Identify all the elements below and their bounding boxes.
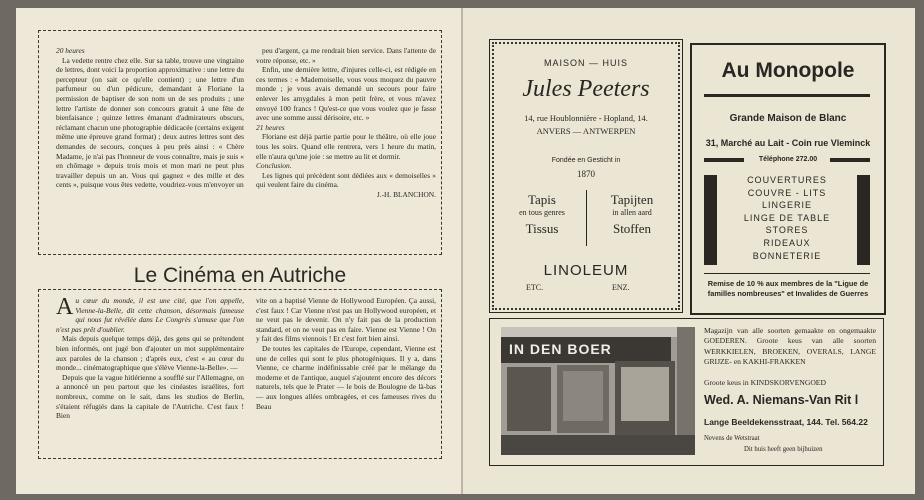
- ad-product-list: COUVERTURES COUVRE - LITS LINGERIE LINGE DE TABLE STORES RIDEAUX BONNETERIE: [743, 175, 831, 261]
- paragraph: Floriane est déjà partie partie pour le théâtre, où elle joue tous les soirs. Quand elle rentrera, vers 1 heure du matin, elle n'aura qu'une joie : se mettre au lit et dormir.: [256, 132, 436, 161]
- ad-company-name: Wed. A. Niemans-Van Rit l: [704, 393, 859, 407]
- ad-side-bar-left: [704, 175, 717, 265]
- paragraph: u cœur du monde, il est une cité, que l'on appelle, Vienne-la-Belle, dit cette chanson, désormais fameuse qui nous fut révélée dans Le Congrès s'amuse que l'on n'est pas prêt d'oublier.: [56, 296, 244, 334]
- ad-address: Lange Beeldekensstraat, 144. Tel. 564.22: [704, 417, 868, 427]
- ad-rule: [704, 94, 870, 97]
- paragraph: Les lignes qui précèdent sont dédiées aux « demoiselles » qui veulent faire du cinéma.: [256, 170, 436, 190]
- ad-linoleum: LINOLEUM: [543, 262, 629, 279]
- ad-description: Magazijn van alle soorten gemaakte en ongemaakte GOEDEREN. Groote keus van alle soorten WERKKIELEN, BROEKEN, OVERALS, LANGE GRIJZE- en KAKHI-FRAKKEN: [704, 326, 876, 367]
- shop-sign: IN DEN BOER: [509, 341, 612, 357]
- ad-footnote-1: Nevens de Wetstraat: [704, 435, 760, 442]
- ad-rule: [830, 158, 870, 162]
- article-column-1: [56, 296, 244, 421]
- ad-enz: ENZ.: [612, 283, 630, 292]
- article-title: Le Cinéma en Autriche: [133, 264, 347, 287]
- ad-etc: ETC.: [526, 283, 544, 292]
- ad-founded: Fondée en Gesticht in: [551, 157, 621, 164]
- ad-header: MAISON — HUIS: [543, 58, 628, 68]
- time-heading-20h: 20 heures: [56, 46, 85, 55]
- ad-company-name: Au Monopole: [721, 59, 855, 82]
- ad-remise: Remise de 10 % aux membres de la "Ligue de familles nombreuses" et Invalides de Guerres: [707, 279, 869, 298]
- ad-year: 1870: [577, 169, 595, 179]
- ad-address: 14, rue Houblonnière - Hopland, 14.: [524, 113, 648, 123]
- ad-au-monopole: [690, 43, 886, 315]
- ad-subtitle: Grande Maison de Blanc: [729, 113, 847, 124]
- ad-jules-peeters: [489, 39, 683, 313]
- ad-footnote-2: Dit huis heeft geen bijhuizen: [744, 446, 823, 453]
- author-signature: J.-H. BLANCHON.: [376, 189, 436, 199]
- ad-description-2: Groote keus in KINDSKORVENGOED: [704, 378, 826, 387]
- paragraph: vite on a baptisé Vienne de Hollywood Européen. Ça aussi, c'est faux ! Car Vienne n'est pas un Hollywood européen, et ne veut pas le devenir. On n'y fait pas de la production standard, et on ne veut pas en faire. Vienne est Vienne ! On y fait des films viennois ! Et c'est fort bien ainsi.: [256, 296, 436, 344]
- ad-french-column: Tapis en tous genres Tissus: [519, 192, 565, 236]
- paragraph: Mais depuis quelque temps déjà, des gens qui se prétendent bien informés, ont jugé bon d'ajouter un mot supplémentaire aux paroles de la chanson ; d'après eux, c'est « au cœur du monde... cinématographique que s'élève Vienne-la-Belle». —: [56, 334, 244, 373]
- time-heading-21h: 21 heures: [256, 122, 285, 132]
- ad-phone: Téléphone 272.00: [758, 156, 818, 163]
- ad-address: 31, Marché au Lait - Coin rue Vleminck: [705, 138, 871, 148]
- ad-dutch-column: Tapijten in allen aard Stoffen: [610, 192, 654, 236]
- paragraph: De toutes les capitales de l'Europe, cependant, Vienne est une de celles qui sont le plus photogéniques. Il y a, dans Vienne, ce charme indéfinissable créé par le mélange du moderne et de l'antique, auquel s'ajoutent encore des décors naturels, tels que le Prater — le bois de Boulogne de là-bas — aux longues allées ombragées, et ces fameuses rives du Beau: [256, 343, 436, 411]
- paragraph: peu d'argent, ça me rendrait bien service. Dans l'attente de votre réponse, etc. »: [256, 46, 436, 65]
- paragraph: La vedette rentre chez elle. Sur sa table, trouve une vingtaine de lettres, dont voici la proportion approximative : une lettre du percepteur (on sait ce qu'elle contient) ; une lettre d'un parfumeur ou d'un pédicure, demandant à Floriane la permission de baptiser de son nom un de ses produits ; une lettre l'artiste de donner son concours gratuit à une fête de bienfaisance ; quinze lettres émanant d'admirateurs obscurs, réclamant chacun une photographie dédicacée (certains exigent même une épreuve grand format) ; deux autres lettres sont des demandes de secours, conçues à peu près ainsi : « Chère Madame, je n'ai pas l'honneur de vous connaître, mais je suis « en chômage » depuis trois mois et mon mari ne peut plus travailler depuis un an. Vous qui gagnez « des mille et des cents », puisque vous êtes vedette, voudriez-vous m'envoyer un: [56, 55, 244, 190]
- ad-side-bar-right: [857, 175, 870, 265]
- ad-company-name: Jules Peeters: [522, 76, 650, 102]
- article-column-2: [256, 296, 436, 411]
- ad-rule: [704, 273, 870, 274]
- shop-photo: [501, 327, 695, 455]
- drop-cap: A: [56, 294, 74, 320]
- top-column-1: [56, 46, 244, 190]
- ad-divider: [586, 190, 587, 246]
- ad-city: ANVERS — ANTWERPEN: [536, 126, 636, 136]
- conclusion-heading: Conclusion.: [256, 161, 292, 171]
- paragraph: Enfin, une dernière lettre, d'injures celle-ci, est rédigée en ces termes : « Mademoiselle, vous vous moquez du pauvre monde ; je vous avais demandé un secours pour faire enlever les amygdales à mon petit frère, et vous m'avez envoyé 100 francs ! Qu'est-ce que vous voulez que je fasse avec une somme aussi dérisoire, etc. »: [256, 65, 436, 123]
- paragraph: Depuis que la vague hitlérienne a soufflé sur l'Allemagne, on a annoncé un peu partout que les cinéastes israélites, fort nombreux, comme on le sait, dans les studios de Berlin, s'étaient réfugiés dans la capitale de l'Autriche. C'est faux ! Bien: [56, 372, 244, 421]
- top-column-2: [256, 46, 436, 200]
